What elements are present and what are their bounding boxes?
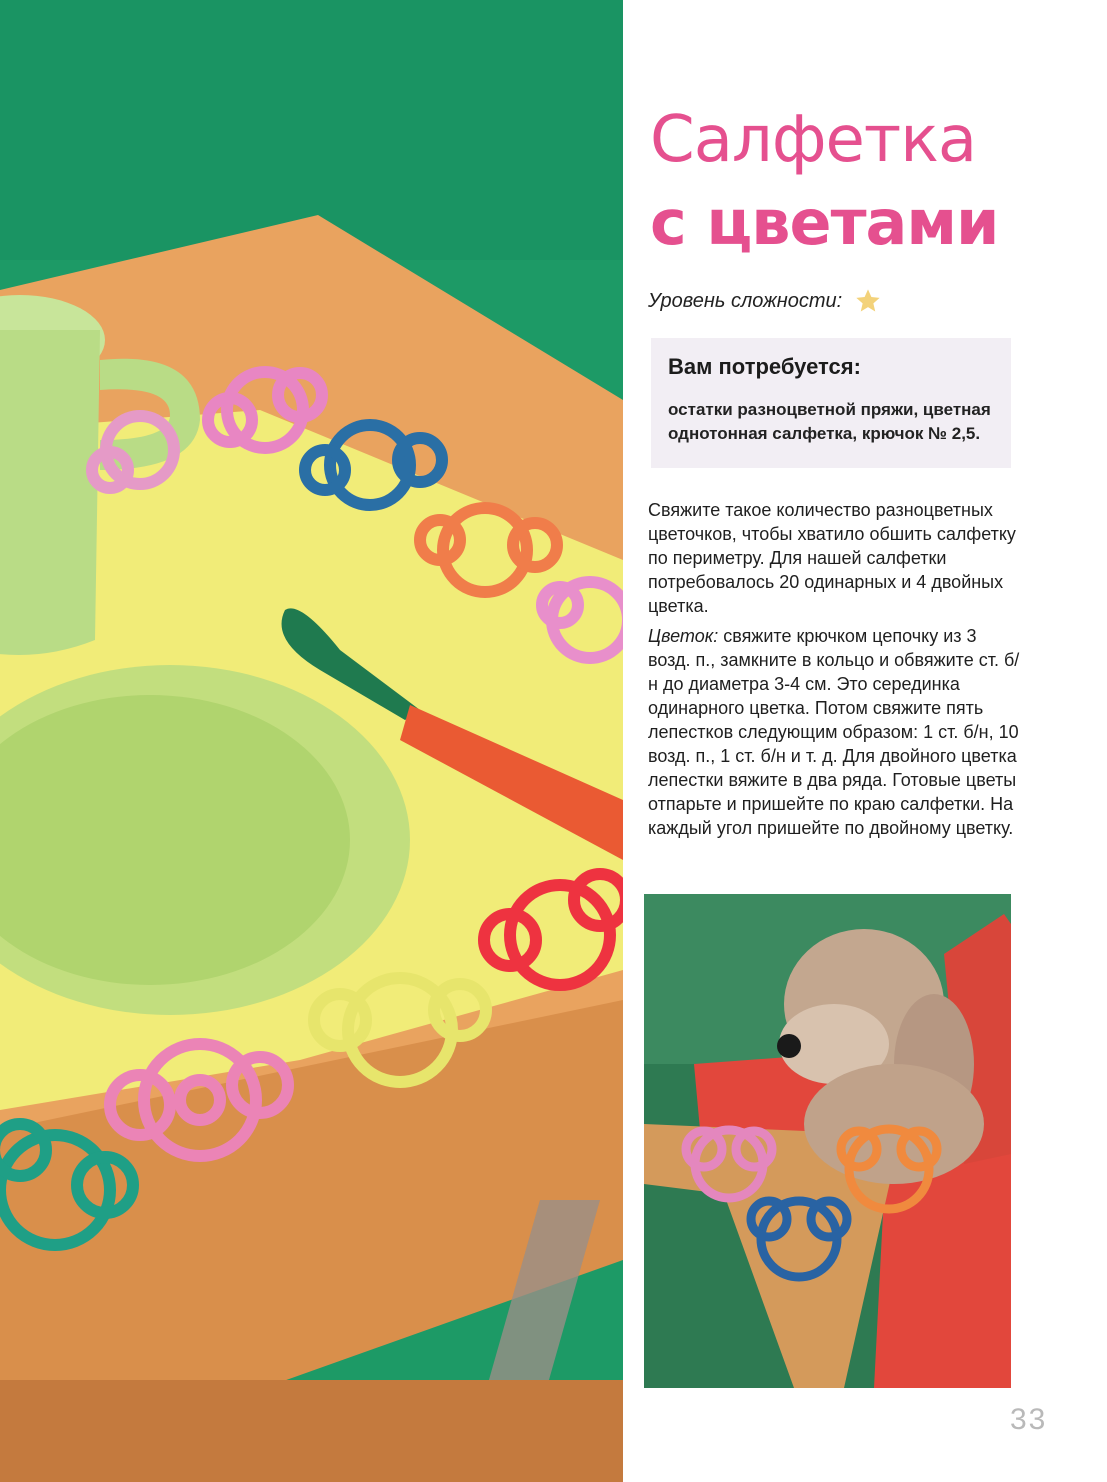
requirements-text: остатки разноцветной пряжи, цветная однотонная салфетка, крючок № 2,5.	[668, 400, 991, 443]
instructions-paragraph-1: Свяжите такое количество разноцветных цветочков, чтобы хватило обшить салфетку по периметру. Для нашей салфетки потребовалось 20 одинарных и 4 двойных цветка.	[648, 500, 1016, 616]
instructions-paragraph-2	[648, 624, 1023, 840]
secondary-photo-toy-dog	[644, 894, 1011, 1388]
page-number: 33	[1010, 1403, 1048, 1436]
star-icon	[854, 287, 882, 315]
title-line-1: Салфетка	[650, 103, 977, 177]
flower-instructions: свяжите крючком цепочку из 3 возд. п., замкните в кольцо и обвяжите ст. б/н до диаметра 3-4 см. Это серединка одинарного цветка. Потом свяжите пять лепестков следующим образом: 1 ст. б/н, 10 возд. п., 1 ст. б/н и т. д. Для двойного цветка лепестки вяжите в два ряда. Готовые цветы отпарьте и пришейте по краю салфетки. На каждый угол пришейте по двойному цветку.	[648, 626, 1020, 838]
title-line-2: с цветами	[650, 186, 999, 259]
instructions	[648, 498, 1023, 840]
requirements-heading: Вам потребуется:	[668, 354, 861, 379]
flower-lead-in: Цветок:	[648, 626, 719, 646]
difficulty-level	[648, 284, 1048, 318]
difficulty-label: Уровень сложности:	[648, 289, 843, 312]
